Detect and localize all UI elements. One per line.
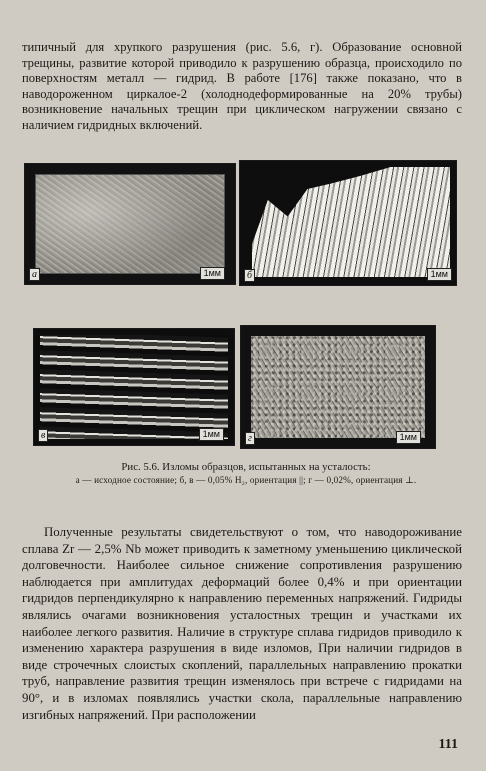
scale-bar-a: 1мм	[200, 267, 225, 280]
page-number: 111	[438, 737, 458, 752]
paragraph-bottom: Полученные результаты свидетельствуют о том, что наводороживание сплава Zr — 2,5% Nb может приводить к заметному уменьшению циклической долговечности. Наиболее сильное снижение сопротивления разрушению наблюдается при амплитудах деформаций более 0,4% и при ориентации гидридов перпендикулярно к направлению переменных напряжений. Гидриды являлись очагами возникновения усталостных трещин и участками их наиболее легкого развития. Наличие в структуре сплава гидридов приводило к изменению характера разрушения в виде изломов, При наличии гидридов в виде строчечных слоистых скоплений, параллельных направлению прокатки труб, направление развития трещин изменялось при встрече с гидридами на 90°, и в изломах появлялись участки скола, параллельные направлению изгибных напряжений. При расположении	[22, 525, 462, 722]
fracture-photo-a	[24, 163, 236, 285]
paragraph-top: типичный для хрупкого разрушения (рис. 5.6, г). Образование основной трещины, развитие которой приводило к разрушению образца, происходило по поверхностям металл — гидрид. В работе [176] также показано, что в наводороженном циркалое-2 (холоднодеформированные на 20% трубы) возникновение начальных трещин при циклическом нагружении связано с наличием гидридных включений.	[22, 40, 462, 132]
fracture-photo-b	[239, 160, 457, 286]
figure-caption	[32, 461, 460, 487]
panel-letter-b: б	[244, 269, 255, 282]
panel-letter-c: в	[38, 429, 48, 442]
figure-caption-detail: а — исходное состояние; б, в — 0,05% H₂, ориентация ||; г — 0,02%, ориентация ⊥.	[75, 475, 417, 485]
scale-bar-b: 1мм	[427, 268, 452, 281]
fracture-photo-c	[33, 328, 235, 446]
panel-letter-d: г	[245, 432, 255, 445]
lamellar-fracture-texture	[252, 167, 450, 277]
panel-letter-a: а	[29, 268, 40, 281]
scale-bar-c: 1мм	[199, 428, 224, 441]
fracture-photo-d	[240, 325, 436, 449]
scale-bar-d: 1мм	[396, 431, 421, 444]
figure-caption-title: Рис. 5.6. Изломы образцов, испытанных на усталость:	[121, 461, 371, 473]
